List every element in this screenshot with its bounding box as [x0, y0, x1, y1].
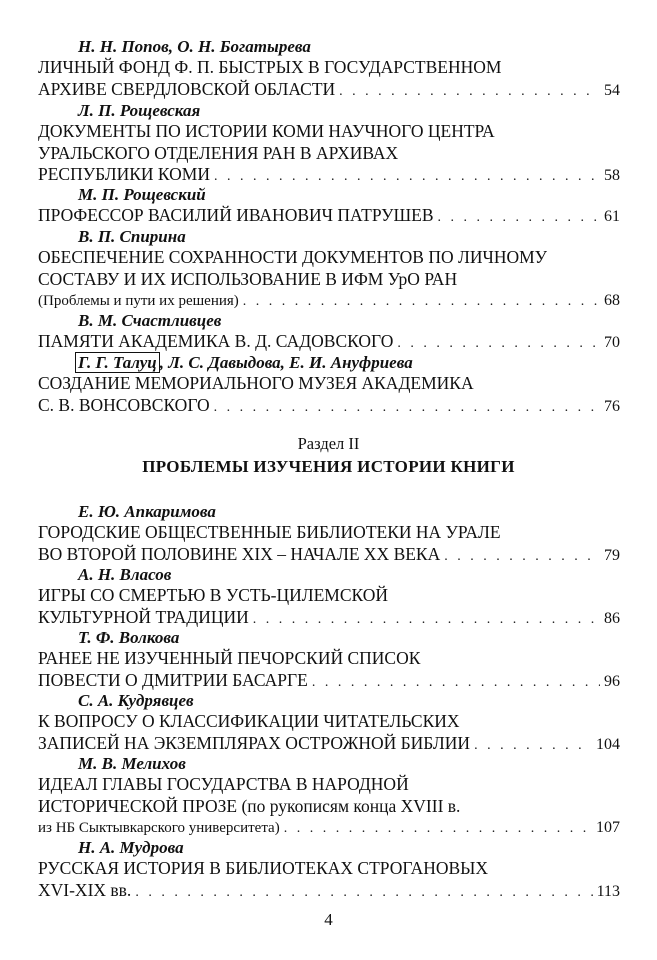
page-number: 4: [324, 910, 333, 929]
page-ref: 70: [604, 334, 620, 351]
title-last-text: из НБ Сыктывкарского университета): [38, 820, 280, 836]
toc-entry: [38, 352, 620, 418]
entry-author: В. М. Счастливцев: [78, 311, 222, 330]
title-last-line: [38, 331, 620, 355]
title-line: ГОРОДСКИЕ ОБЩЕСТВЕННЫЕ БИБЛИОТЕКИ НА УРАЛЕ: [38, 522, 501, 542]
entry-author: Н. А. Мудрова: [78, 838, 184, 857]
title-last-line: [38, 395, 620, 419]
title-last-text: ПРОФЕССОР ВАСИЛИЙ ИВАНОВИЧ ПАТРУШЕВ: [38, 205, 434, 225]
section-title: ПРОБЛЕМЫ ИЗУЧЕНИЯ ИСТОРИИ КНИГИ: [142, 457, 515, 476]
entry-author: М. В. Мелихов: [78, 754, 186, 773]
toc-entry: [38, 627, 620, 693]
title-line: УРАЛЬСКОГО ОТДЕЛЕНИЯ РАН В АРХИВАХ: [38, 142, 399, 163]
entry-author: , Л. С. Давыдова, Е. И. Ануфриева: [159, 353, 413, 372]
entry-authors: [38, 352, 620, 373]
entry-title: [38, 57, 620, 102]
page-ref: 107: [596, 819, 620, 836]
toc-entry: [38, 501, 620, 567]
title-line: РАНЕЕ НЕ ИЗУЧЕННЫЙ ПЕЧОРСКИЙ СПИСОК: [38, 648, 421, 668]
boxed-author: Г. Г. Талуц: [75, 352, 160, 373]
title-line: СОЗДАНИЕ МЕМОРИАЛЬНОГО МУЗЕЯ АКАДЕМИКА: [38, 373, 474, 393]
leader-dots: [214, 397, 600, 419]
page-ref: 113: [596, 882, 620, 900]
entry-title: [38, 774, 620, 840]
page-ref: 96: [604, 672, 620, 690]
leader-dots: [339, 81, 600, 103]
toc-entry: [38, 36, 620, 102]
entry-title: [38, 711, 620, 756]
page-ref: 54: [604, 81, 620, 99]
title-line: РУССКАЯ ИСТОРИЯ В БИБЛИОТЕКАХ СТРОГАНОВЫХ: [38, 858, 489, 878]
title-line: СОСТАВУ И ИХ ИСПОЛЬЗОВАНИЕ В ИФМ УрО РАН: [38, 268, 458, 289]
entry-author: А. Н. Власов: [78, 565, 172, 584]
title-last-text: ЗАПИСЕЙ НА ЭКЗЕМПЛЯРАХ ОСТРОЖНОЙ БИБЛИИ: [38, 732, 471, 753]
title-line: ДОКУМЕНТЫ ПО ИСТОРИИ КОМИ НАУЧНОГО ЦЕНТРА: [38, 121, 495, 141]
entry-author: С. А. Кудрявцев: [78, 691, 194, 710]
title-last-text: С. В. ВОНСОВСКОГО: [38, 394, 210, 415]
title-line: ИГРЫ СО СМЕРТЬЮ В УСТЬ-ЦИЛЕМСКОЙ: [38, 585, 389, 605]
entry-title: [38, 858, 620, 903]
entry-title: [38, 585, 620, 630]
title-last-text: (Проблемы и пути их решения): [38, 293, 239, 309]
entry-title: [38, 205, 620, 229]
entry-author: В. П. Спирина: [78, 227, 186, 246]
section-label: Раздел II: [297, 434, 360, 453]
entry-author: М. П. Рощевский: [78, 185, 206, 204]
toc-entry: [38, 690, 620, 756]
toc-entry: [38, 310, 620, 355]
title-last-text: АРХИВЕ СВЕРДЛОВСКОЙ ОБЛАСТИ: [38, 78, 336, 99]
page-ref: 61: [604, 208, 620, 225]
leader-dots: [135, 882, 592, 904]
entry-author: Н. Н. Попов, О. Н. Богатырева: [78, 37, 311, 56]
entry-author: Е. Ю. Апкаримова: [78, 502, 216, 521]
title-line: ИДЕАЛ ГЛАВЫ ГОСУДАРСТВА В НАРОДНОЙ: [38, 774, 409, 794]
title-line: К ВОПРОСУ О КЛАССИФИКАЦИИ ЧИТАТЕЛЬСКИХ: [38, 711, 460, 731]
toc-entry: [38, 564, 620, 630]
page-ref: 79: [604, 546, 620, 564]
toc-entry: [38, 100, 620, 188]
title-line: ЛИЧНЫЙ ФОНД Ф. П. БЫСТРЫХ В ГОСУДАРСТВЕННОМ: [38, 57, 502, 77]
page-ref: 76: [604, 397, 620, 415]
entry-title: [38, 121, 620, 188]
title-line: ОБЕСПЕЧЕНИЕ СОХРАННОСТИ ДОКУМЕНТОВ ПО ЛИЧНОМУ: [38, 247, 548, 267]
toc-entry: [38, 226, 620, 313]
toc-entry: [38, 837, 620, 903]
title-last-line: [38, 79, 620, 103]
toc-entry: [38, 184, 620, 229]
entry-title: [38, 331, 620, 355]
title-last-text: ВО ВТОРОЙ ПОЛОВИНЕ XIX – НАЧАЛЕ XX ВЕКА: [38, 543, 441, 564]
entry-title: [38, 522, 620, 567]
entry-author: Т. Ф. Волкова: [78, 628, 180, 647]
title-last-text: ПАМЯТИ АКАДЕМИКА В. Д. САДОВСКОГО: [38, 331, 394, 351]
toc-entry: [38, 753, 620, 840]
page-ref: 68: [604, 292, 620, 309]
page-ref: 58: [604, 167, 620, 184]
title-line: ИСТОРИЧЕСКОЙ ПРОЗЕ (по рукописям конца XVIII в.: [38, 795, 461, 816]
page-ref: 104: [596, 735, 620, 753]
entry-title: [38, 648, 620, 693]
title-last-text: РЕСПУБЛИКИ КОМИ: [38, 164, 211, 184]
title-last-text: КУЛЬТУРНОЙ ТРАДИЦИИ: [38, 606, 249, 627]
entry-title: [38, 247, 620, 313]
title-last-text: XVI-XIX вв.: [38, 879, 132, 900]
title-last-text: ПОВЕСТИ О ДМИТРИИ БАСАРГЕ: [38, 669, 308, 690]
page-ref: 86: [604, 609, 620, 627]
entry-author: Л. П. Рощевская: [78, 101, 201, 120]
title-last-line: [38, 205, 620, 229]
title-last-line: [38, 880, 620, 904]
entry-title: [38, 373, 620, 418]
